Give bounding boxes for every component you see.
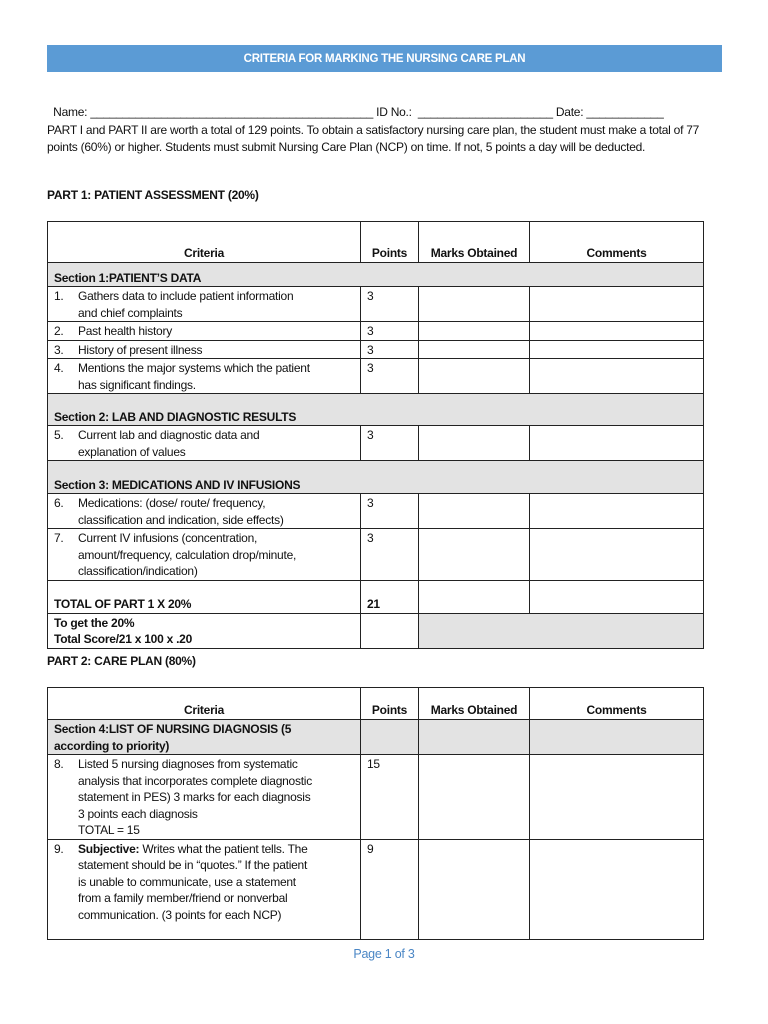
section-row xyxy=(48,720,704,755)
item-text: Writes what the patient tells. The statement should be in “quotes.” If the patient is unable to communicate, use a statement from a family member/friend or nonverbal communication. (3 points for each NCP) xyxy=(78,841,308,922)
intro-paragraph: PART I and PART II are worth a total of 129 points. To obtain a satisfactory nursing care plan, the student must make a total of 77 points (60%) or higher. Students must submit Nursing Care Plan (NCP) on time. If not, 5 points a day will be deducted. xyxy=(47,123,700,154)
points-cell: 3 xyxy=(361,529,419,581)
points-cell: 3 xyxy=(361,426,419,461)
item-text: Current IV infusions (concentration, amount/frequency, calculation drop/minute, classification/indication) xyxy=(78,531,297,578)
comments-cell[interactable] xyxy=(530,426,704,461)
criteria-cell xyxy=(48,755,361,840)
name-field[interactable]: ____________________________________________ xyxy=(90,105,374,119)
name-label: Name: xyxy=(53,105,88,119)
col-comments: Comments xyxy=(530,688,704,720)
marks-cell[interactable] xyxy=(419,839,530,939)
table-header-row xyxy=(48,688,704,720)
table-row xyxy=(48,340,704,359)
section-row xyxy=(48,461,704,494)
criteria-cell xyxy=(48,529,361,581)
criteria-cell xyxy=(48,340,361,359)
points-cell: 3 xyxy=(361,322,419,341)
table-row xyxy=(48,529,704,581)
part2-heading: PART 2: CARE PLAN (80%) xyxy=(47,654,196,668)
criteria-cell xyxy=(48,494,361,529)
col-criteria: Criteria xyxy=(48,222,361,263)
student-info-line xyxy=(47,91,664,119)
col-points: Points xyxy=(361,688,419,720)
points-cell: 3 xyxy=(361,340,419,359)
criteria-cell xyxy=(48,287,361,322)
table-row xyxy=(48,494,704,529)
grey-cell xyxy=(530,720,704,755)
comments-cell[interactable] xyxy=(530,359,704,394)
marks-cell[interactable] xyxy=(419,322,530,341)
comments-cell[interactable] xyxy=(530,287,704,322)
col-points: Points xyxy=(361,222,419,263)
marks-cell[interactable] xyxy=(419,359,530,394)
table-row xyxy=(48,755,704,840)
criteria-cell xyxy=(48,839,361,939)
comments-cell[interactable] xyxy=(530,340,704,359)
col-criteria: Criteria xyxy=(48,688,361,720)
table-row xyxy=(48,426,704,461)
points-cell: 3 xyxy=(361,359,419,394)
points-cell: 9 xyxy=(361,839,419,939)
formula-points-cell[interactable] xyxy=(361,613,419,648)
formula-grey-cell xyxy=(419,613,704,648)
table-row xyxy=(48,359,704,394)
part1-heading: PART 1: PATIENT ASSESSMENT (20%) xyxy=(47,188,259,202)
criteria-cell xyxy=(48,322,361,341)
item-number: 9. xyxy=(54,841,64,856)
col-marks: Marks Obtained xyxy=(419,222,530,263)
item-text: History of present illness xyxy=(78,342,203,357)
marks-cell[interactable] xyxy=(419,755,530,840)
points-cell: 3 xyxy=(361,287,419,322)
marks-cell[interactable] xyxy=(419,529,530,581)
part2-table xyxy=(47,687,704,940)
total-label: TOTAL OF PART 1 X 20% xyxy=(48,580,361,613)
item-text: Gathers data to include patient information and chief complaints xyxy=(78,289,294,320)
points-cell: 15 xyxy=(361,755,419,840)
id-label: ID No.: xyxy=(376,105,412,119)
item-text: Listed 5 nursing diagnoses from systematic analysis that incorporates complete diagnostic statement in PES) 3 marks for each diagnosis 3 points each diagnosis TOTAL = 15 xyxy=(78,757,312,837)
total-points: 21 xyxy=(361,580,419,613)
total-row xyxy=(48,580,704,613)
section-row xyxy=(48,263,704,287)
item-number: 3. xyxy=(54,342,64,357)
id-field[interactable]: _____________________ xyxy=(417,105,553,119)
points-cell: 3 xyxy=(361,494,419,529)
marks-cell[interactable] xyxy=(419,426,530,461)
grey-cell xyxy=(361,720,419,755)
criteria-cell xyxy=(48,426,361,461)
section-4-title: Section 4:LIST OF NURSING DIAGNOSIS (5 according to priority) xyxy=(48,720,361,755)
item-number: 2. xyxy=(54,324,64,338)
criteria-cell xyxy=(48,359,361,394)
table-header-row xyxy=(48,222,704,263)
comments-cell[interactable] xyxy=(530,494,704,529)
item-number: 1. xyxy=(54,289,64,303)
document-title-banner: CRITERIA FOR MARKING THE NURSING CARE PLAN xyxy=(47,45,722,72)
item-text: Medications: (dose/ route/ frequency, classification and indication, side effects) xyxy=(78,496,284,527)
marks-cell[interactable] xyxy=(419,287,530,322)
item-text: Current lab and diagnostic data and explanation of values xyxy=(78,428,260,459)
item-number: 7. xyxy=(54,531,64,545)
formula-text: To get the 20% Total Score/21 x 100 x .20 xyxy=(48,613,361,648)
section-1-title: Section 1:PATIENT’S DATA xyxy=(48,263,704,287)
table-row xyxy=(48,287,704,322)
comments-cell[interactable] xyxy=(530,580,704,613)
table-row xyxy=(48,839,704,939)
formula-row xyxy=(48,613,704,648)
item-number: 5. xyxy=(54,428,64,442)
item-text: Mentions the major systems which the patient has significant findings. xyxy=(78,361,310,392)
item-text: Past health history xyxy=(78,324,172,338)
marks-cell[interactable] xyxy=(419,494,530,529)
item-number: 4. xyxy=(54,361,64,375)
section-row xyxy=(48,394,704,426)
col-comments: Comments xyxy=(530,222,704,263)
marks-cell[interactable] xyxy=(419,580,530,613)
item-number: 8. xyxy=(54,757,64,771)
part1-table xyxy=(47,221,704,649)
date-field[interactable]: ____________ xyxy=(586,105,664,119)
comments-cell[interactable] xyxy=(530,322,704,341)
page-number: Page 1 of 3 xyxy=(353,947,415,961)
comments-cell[interactable] xyxy=(530,755,704,840)
item-bold-label: Subjective: xyxy=(78,841,140,856)
section-2-title: Section 2: LAB AND DIAGNOSTIC RESULTS xyxy=(48,394,704,426)
section-3-title: Section 3: MEDICATIONS AND IV INFUSIONS xyxy=(48,461,704,494)
grey-cell xyxy=(419,720,530,755)
comments-cell[interactable] xyxy=(530,839,704,939)
marks-cell[interactable] xyxy=(419,340,530,359)
date-label: Date: xyxy=(555,105,584,119)
item-number: 6. xyxy=(54,496,64,510)
comments-cell[interactable] xyxy=(530,529,704,581)
col-marks: Marks Obtained xyxy=(419,688,530,720)
table-row xyxy=(48,322,704,341)
